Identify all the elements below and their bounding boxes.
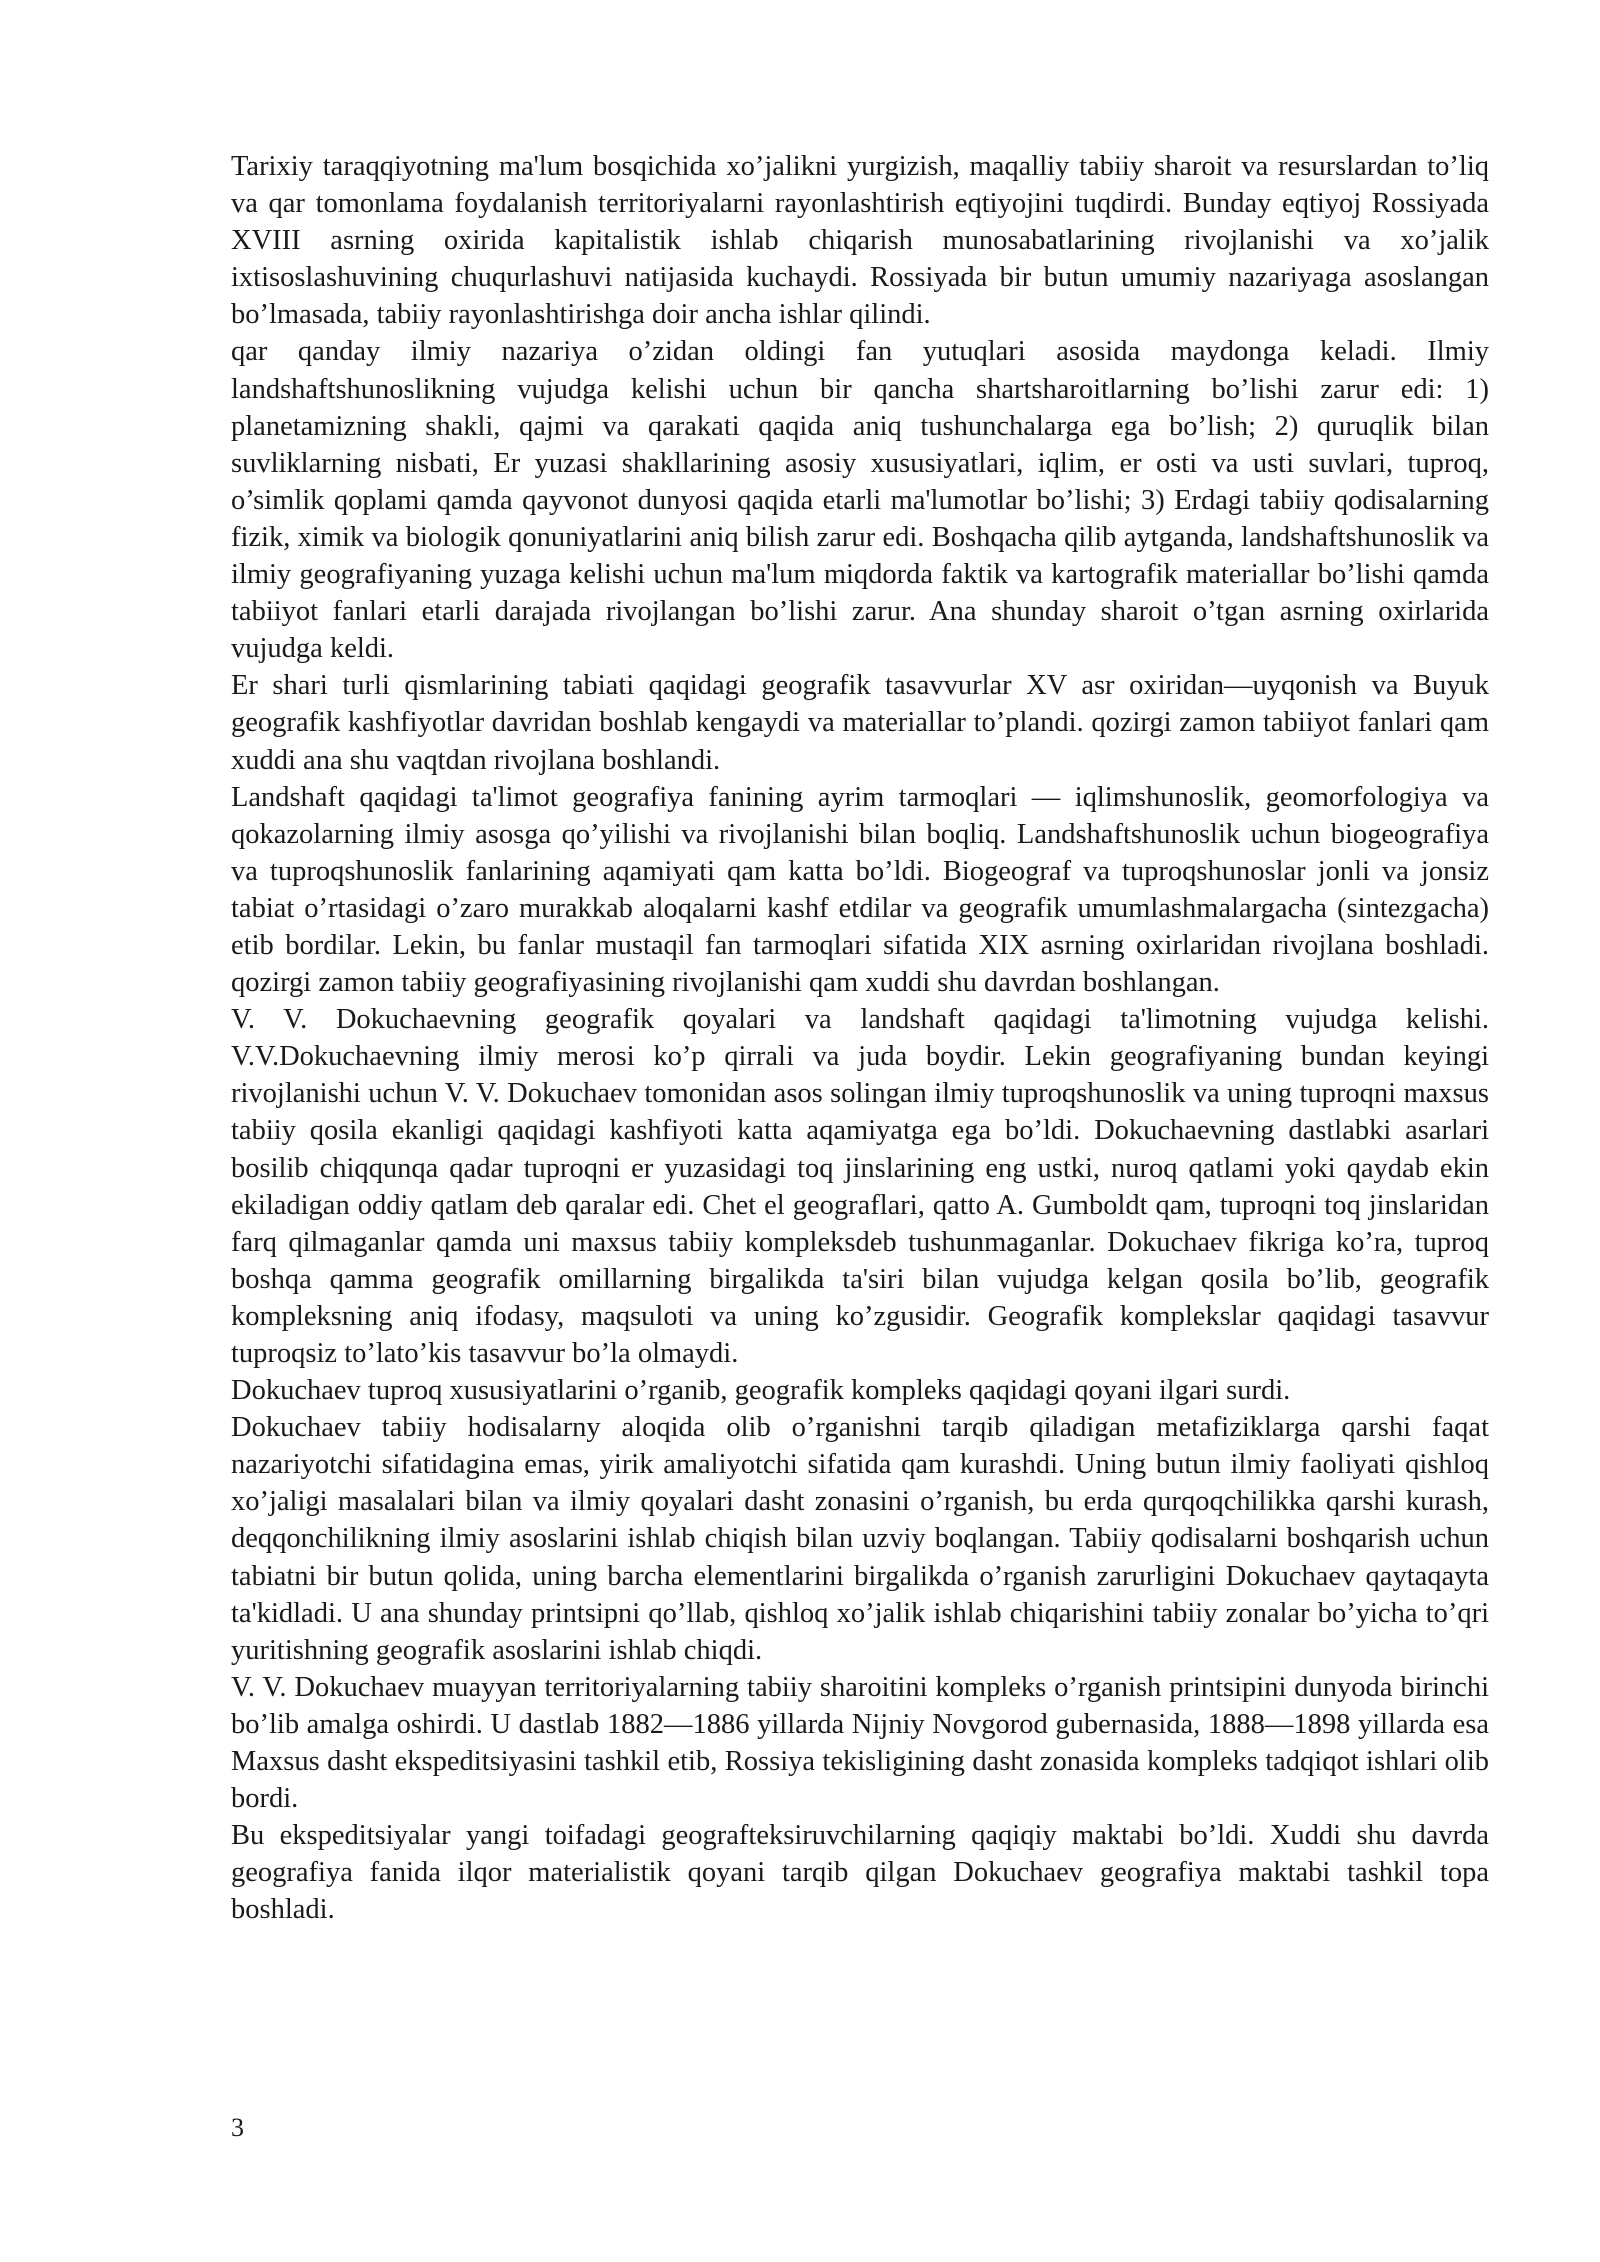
page-number: 3 [231,2113,244,2142]
paragraph-8: V. V. Dokuchaev muayyan territoriyalarning tabiiy sharoitini kompleks o’rganish printsipini dunyoda birinchi bo’lib amalga oshirdi. U dastlab 1882—1886 yillarda Nijniy Novgorod gubernasida, 1888—1898 yillarda esa Maxsus dasht ekspeditsiyasini tashkil etib, Rossiya tekisligining dasht zonasida kompleks tadqiqot ishlari olib bordi. [231,1671,1489,1815]
paragraph-4: Landshaft qaqidagi ta'limot geografiya fanining ayrim tarmoqlari — iqlimshunoslik, geomorfologiya va qokazolarning ilmiy asosga qo’yilishi va rivojlanishi bilan boqliq. Landshaftshunoslik uchun biogeografiya va tuproqshunoslik fanlarining aqamiyati qam katta bo’ldi. Biogeograf va tuproqshunoslar jonli va jonsiz tabiat o’rtasidagi o’zaro murakkab aloqalarni kashf etdilar va geografik umumlashmalargacha (sintezgacha) etib bordilar. Lekin, bu fanlar mustaqil fan tarmoqlari sifatida XIX asrning oxirlaridan rivojlana boshladi. qozirgi zamon tabiiy geografiyasining rivojlanishi qam xuddi shu davrdan boshlangan. [231,781,1489,999]
paragraph-6: Dokuchaev tuproq xususiyatlarini o’rganib, geografik kompleks qaqidagi qoyani ilgari surdi. [231,1375,1291,1407]
paragraph-1: Tarixiy taraqqiyotning ma'lum bosqichida xo’jalikni yurgizish, maqalliy tabiiy sharoit va resurslardan to’liq va qar tomonlama foydalanish territoriyalarni rayonlashtirish eqtiyojini tuqdirdi. Bunday eqtiyoj Rossiyada XVIII asrning oxirida kapitalistik ishlab chiqarish munosabatlarining rivojlanishi va xo’jalik ixtisoslashuvining chuqurlashuvi natijasida kuchaydi. Rossiyada bir butun umumiy nazariyaga asoslangan bo’lmasada, tabiiy rayonlashtirishga doir ancha ishlar qilindi. [231,151,1489,331]
body-text [231,148,1489,1929]
paragraph-7: Dokuchaev tabiiy hodisalarny aloqida olib o’rganishni tarqib qiladigan metafiziklarga qarshi faqat nazariyotchi sifatidagina emas, yirik amaliyotchi sifatida qam kurashdi. Uning butun ilmiy faoliyati qishloq xo’jaligi masalalari bilan va ilmiy qoyalari dasht zonasini o’rganish, bu erda qurqoqchilikka qarshi kurash, deqqonchilikning ilmiy asoslarini ishlab chiqish bilan uzviy boqlangan. Tabiiy qodisalarni boshqarish uchun tabiatni bir butun qolida, uning barcha elementlarini birgalikda o’rganish zarurligini Dokuchaev qaytaqayta ta'kidladi. U ana shunday printsipni qo’llab, qishloq xo’jalik ishlab chiqarishini tabiiy zonalar bo’yicha to’qri yuritishning geografik asoslarini ishlab chiqdi. [231,1412,1489,1666]
paragraph-5: V. V. Dokuchaevning geografik qoyalari va landshaft qaqidagi ta'limotning vujudga kelishi. V.V.Dokuchaevning ilmiy merosi ko’p qirrali va juda boydir. Lekin geografiyaning bundan keyingi rivojlanishi uchun V. V. Dokuchaev tomonidan asos solingan ilmiy tuproqshunoslik va uning tuproqni maxsus tabiiy qosila ekanligi qaqidagi kashfiyoti katta aqamiyatga ega bo’ldi. Dokuchaevning dastlabki asarlari bosilib chiqqunqa qadar tuproqni er yuzasidagi toq jinslarining eng ustki, nuroq qatlami yoki qaydab ekin ekiladigan oddiy qatlam deb qaralar edi. Chet el geograflari, qatto A. Gumboldt qam, tuproqni toq jinslaridan farq qilmaganlar qamda uni maxsus tabiiy kompleksdeb tushunmaganlar. Dokuchaev fikriga ko’ra, tuproq boshqa qamma geografik omillarning birgalikda ta'siri bilan vujudga kelgan qosila bo’lib, geografik kompleksning aniq ifodasy, maqsuloti va uning ko’zgusidir. Geografik komplekslar qaqidagi tasavvur tuproqsiz to’lato’kis tasavvur bo’la olmaydi. [231,1004,1489,1369]
paragraph-2: qar qanday ilmiy nazariya o’zidan oldingi fan yutuqlari asosida maydonga keladi. Ilmiy landshaftshunoslikning vujudga kelishi uchun bir qancha shartsharoitlarning bo’lishi zarur edi: 1) planetamizning shakli, qajmi va qarakati qaqida aniq tushunchalarga ega bo’lish; 2) quruqlik bilan suvliklarning nisbati, Er yuzasi shakllarining asosiy xususiyatlari, iqlim, er osti va usti suvlari, tuproq, o’simlik qoplami qamda qayvonot dunyosi qaqida etarli ma'lumotlar bo’lishi; 3) Erdagi tabiiy qodisalarning fizik, ximik va biologik qonuniyatlarini aniq bilish zarur edi. Boshqacha qilib aytganda, landshaftshunoslik va ilmiy geografiyaning yuzaga kelishi uchun ma'lum miqdorda faktik va kartografik materiallar bo’lishi qamda tabiiyot fanlari etarli darajada rivojlangan bo’lishi zarur. Ana shunday sharoit o’tgan asrning oxirlarida vujudga keldi. [231,336,1489,665]
paragraph-3: Er shari turli qismlarining tabiati qaqidagi geografik tasavvurlar XV asr oxiridan—uyqonish va Buyuk geografik kashfiyotlar davridan boshlab kengaydi va materiallar to’plandi. qozirgi zamon tabiiyot fanlari qam xuddi ana shu vaqtdan rivojlana boshlandi. [231,670,1489,776]
paragraph-9: Bu ekspeditsiyalar yangi toifadagi geografteksiruvchilarning qaqiqiy maktabi bo’ldi. Xuddi shu davrda geografiya fanida ilqor materialistik qoyani tarqib qilgan Dokuchaev geografiya maktabi tashkil topa boshladi. [231,1820,1489,1926]
